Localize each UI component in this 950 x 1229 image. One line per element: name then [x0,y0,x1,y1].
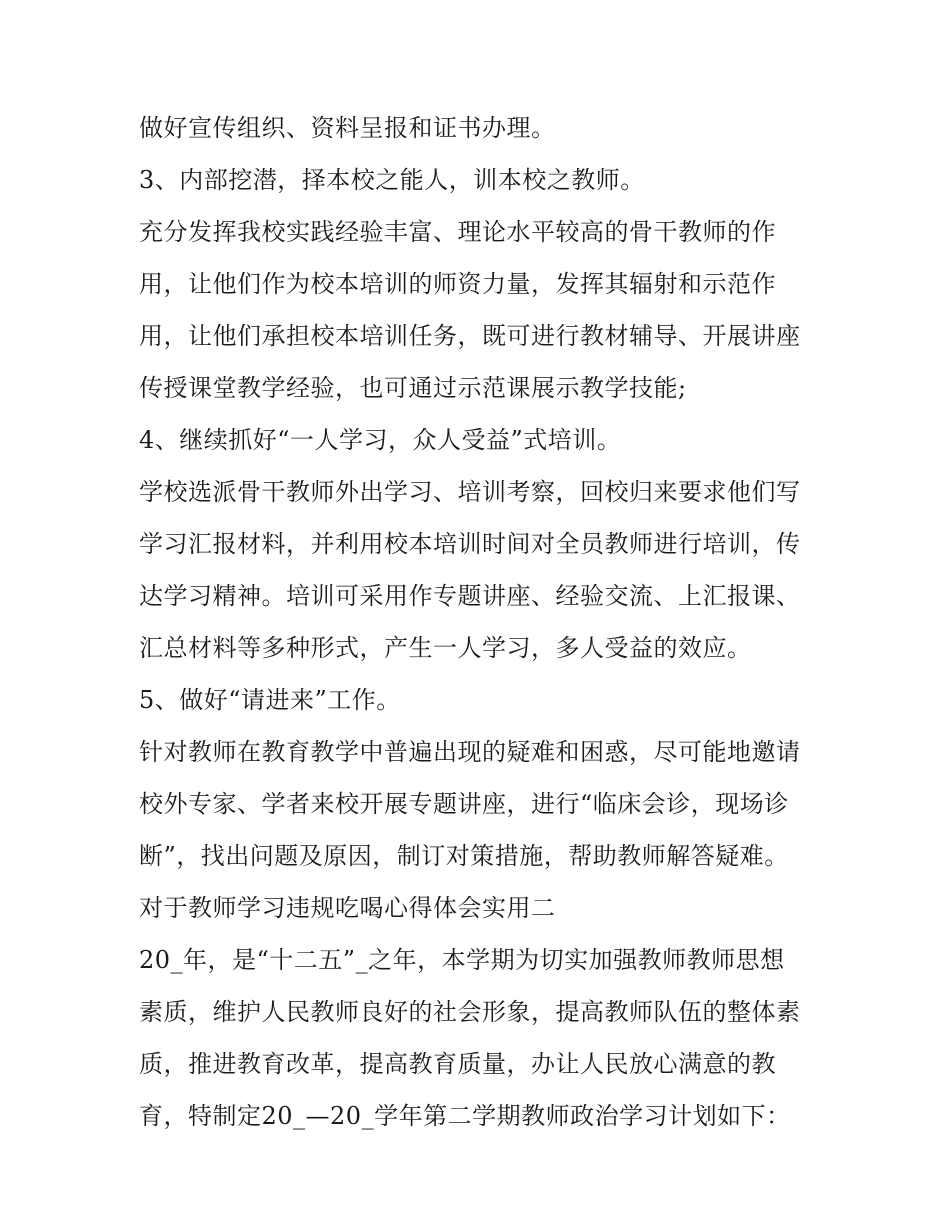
text-line: 做好宣传组织、资料呈报和证书办理。 [139,114,556,142]
text-line: 学习汇报材料，并利用校本培训时间对全员教师进行培训，传 [139,530,801,558]
text-line: 学校选派骨干教师外出学习、培训考察，回校归来要求他们写 [139,478,801,506]
text-line: 校外专家、学者来校开展专题讲座，进行“临床会诊，现场诊 [139,790,789,818]
article-title: 对于教师学习违规吃喝心得体会实用二 [139,894,556,922]
text-line: 用，让他们承担校本培训任务，既可进行教材辅导、开展讲座 [139,322,801,350]
text-line: 质，推进教育改革，提高教育质量，办让人民放心满意的教 [139,1050,776,1078]
section-heading-4: 4、继续抓好“一人学习，众人受益”式培训。 [139,426,622,454]
text-line: 达学习精神。培训可采用作专题讲座、经验交流、上汇报课、 [139,582,801,610]
text-line: 针对教师在教育教学中普遍出现的疑难和困惑，尽可能地邀请 [139,738,801,766]
text-line: 汇总材料等多种形式，产生一人学习，多人受益的效应。 [139,634,752,662]
text-line: 育，特制定20_—20_学年第二学期教师政治学习计划如下： [139,1102,791,1130]
document-body [139,108,829,1148]
text-line: 20_年，是“十二五”_之年，本学期为切实加强教师教师思想 [139,946,785,974]
section-heading-3: 3、内部挖潜，择本校之能人，训本校之教师。 [139,166,645,194]
section-heading-5: 5、做好“请进来”工作。 [139,686,401,714]
text-line: 断”，找出问题及原因，制订对策措施，帮助教师解答疑难。 [139,842,789,870]
text-line: 充分发挥我校实践经验丰富、理论水平较高的骨干教师的作 [139,218,776,246]
text-line: 传授课堂教学经验，也可通过示范课展示教学技能; [139,374,687,402]
text-line: 用，让他们作为校本培训的师资力量，发挥其辐射和示范作 [139,270,776,298]
text-line: 素质，维护人民教师良好的社会形象，提高教师队伍的整体素 [139,998,801,1026]
